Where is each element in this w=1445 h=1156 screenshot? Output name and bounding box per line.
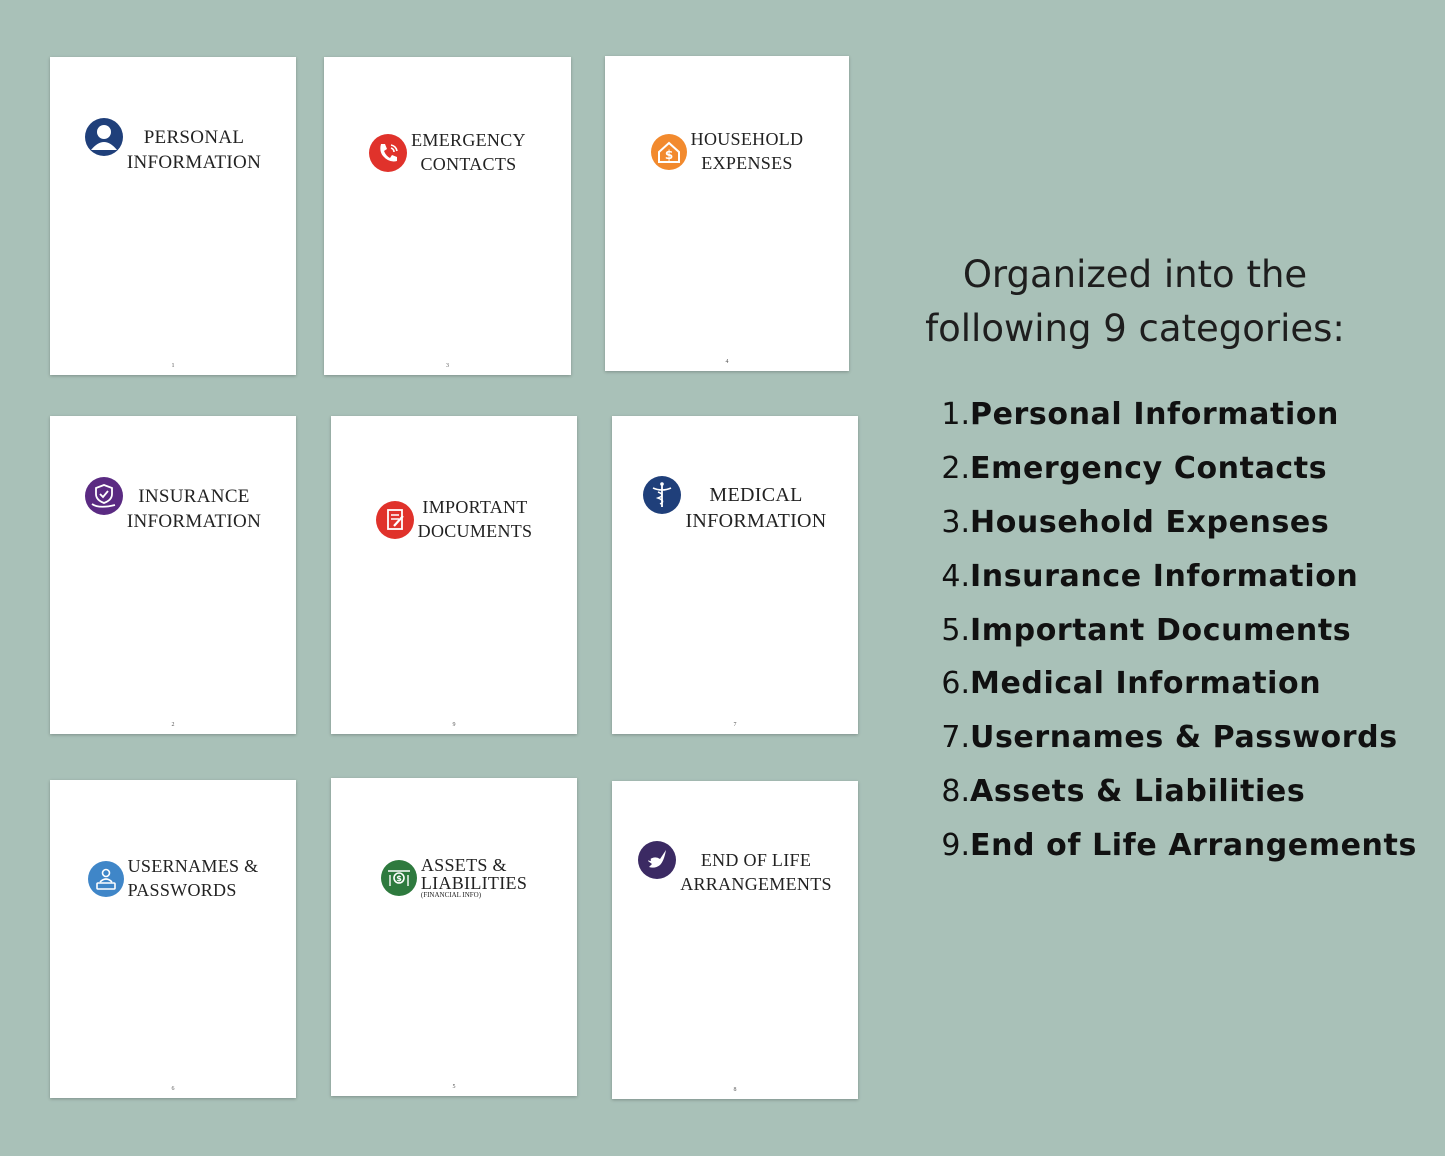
- document-icon: [376, 501, 414, 539]
- categories-list: [930, 388, 1417, 872]
- money-icon: [381, 860, 417, 896]
- list-item: [930, 657, 1417, 711]
- list-item-label: Medical Information: [970, 666, 1322, 702]
- page-title-line2: CONTACTS: [420, 153, 517, 174]
- page-title: [331, 856, 577, 899]
- shield-hand-icon: [85, 477, 123, 515]
- phone-icon: [369, 134, 407, 172]
- heading-line2: following 9 categories:: [925, 307, 1345, 350]
- list-item-number: 5.: [941, 612, 970, 648]
- list-item: [930, 711, 1417, 765]
- page-number: 6: [171, 1086, 175, 1092]
- page-number: 2: [171, 722, 175, 728]
- page-title-line1: PERSONAL: [143, 127, 245, 148]
- page-title: [324, 129, 571, 177]
- page-title-line1: ASSETS &: [420, 855, 507, 875]
- list-item-number: 7.: [941, 720, 970, 756]
- caduceus-icon: [643, 476, 681, 514]
- page-title: [50, 484, 296, 534]
- list-item-number: 1.: [941, 397, 970, 433]
- list-item: [930, 818, 1417, 872]
- page-number: 5: [452, 1084, 456, 1090]
- list-item-number: 2.: [941, 451, 970, 487]
- list-item: [930, 549, 1417, 603]
- list-item-label: Household Expenses: [970, 504, 1330, 540]
- page-number: 1: [171, 363, 175, 369]
- list-item-number: 9.: [941, 827, 970, 863]
- page-title-line1: EMERGENCY: [411, 130, 526, 150]
- categories-heading: [905, 248, 1365, 356]
- svg-text:$: $: [664, 147, 673, 162]
- person-icon: [85, 118, 123, 156]
- page-number: 9: [452, 722, 456, 728]
- page-title-line2: LIABILITIES: [420, 873, 528, 893]
- list-item-label: End of Life Arrangements: [970, 827, 1417, 863]
- page-insurance-information: [50, 416, 296, 734]
- page-title-line2: DOCUMENTS: [417, 520, 533, 541]
- page-title-line1: IMPORTANT: [422, 497, 528, 517]
- page-assets-liabilities: [331, 778, 577, 1096]
- list-item: [930, 603, 1417, 657]
- page-title-line2: EXPENSES: [701, 152, 793, 173]
- heading-line1: Organized into the: [962, 253, 1308, 296]
- user-login-icon: [88, 861, 124, 897]
- page-number: 4: [725, 359, 729, 365]
- svg-text:$: $: [396, 873, 402, 883]
- page-usernames-passwords: [50, 780, 296, 1098]
- page-title-line2: INFORMATION: [685, 510, 827, 533]
- page-title-line2: INFORMATION: [126, 511, 262, 533]
- list-item: [930, 388, 1417, 442]
- list-item-number: 3.: [941, 504, 970, 540]
- page-title: [331, 496, 577, 544]
- page-title-line1: MEDICAL: [709, 484, 803, 506]
- dove-icon: [638, 841, 676, 879]
- page-personal-information: [50, 57, 296, 375]
- page-title: [612, 482, 858, 535]
- list-item: [930, 496, 1417, 550]
- page-title-line2: ARRANGEMENTS: [680, 873, 832, 894]
- list-item-label: Emergency Contacts: [970, 451, 1328, 487]
- page-subtitle: (FINANCIAL INFO): [420, 891, 482, 899]
- page-important-documents: [331, 416, 577, 734]
- page-title-line2: INFORMATION: [126, 152, 262, 174]
- page-medical-information: [612, 416, 858, 734]
- house-dollar-icon: [651, 134, 687, 170]
- page-title-line2: PASSWORDS: [127, 879, 237, 900]
- page-title-line1: END OF LIFE: [700, 850, 812, 870]
- list-item-label: Assets & Liabilities: [970, 773, 1306, 809]
- page-number: 7: [733, 722, 737, 728]
- page-household-expenses: [605, 56, 849, 371]
- page-title-line1: USERNAMES &: [127, 856, 259, 876]
- page-number: 8: [733, 1087, 737, 1093]
- page-title: [50, 125, 296, 175]
- list-item-number: 6.: [941, 666, 970, 702]
- page-title-line1: HOUSEHOLD: [690, 129, 804, 149]
- list-item-label: Personal Information: [970, 397, 1339, 433]
- list-item-label: Important Documents: [970, 612, 1352, 648]
- list-item-label: Usernames & Passwords: [970, 720, 1398, 756]
- page-title: [50, 855, 296, 903]
- list-item-number: 8.: [941, 773, 970, 809]
- list-item: [930, 442, 1417, 496]
- page-title-line1: INSURANCE: [138, 486, 250, 507]
- page-emergency-contacts: [324, 57, 571, 375]
- page-title: [605, 128, 849, 176]
- list-item: [930, 765, 1417, 819]
- page-end-of-life-arrangements: [612, 781, 858, 1099]
- list-item-label: Insurance Information: [970, 558, 1359, 594]
- page-number: 3: [446, 363, 449, 369]
- list-item-number: 4.: [941, 558, 970, 594]
- page-title: [612, 849, 858, 897]
